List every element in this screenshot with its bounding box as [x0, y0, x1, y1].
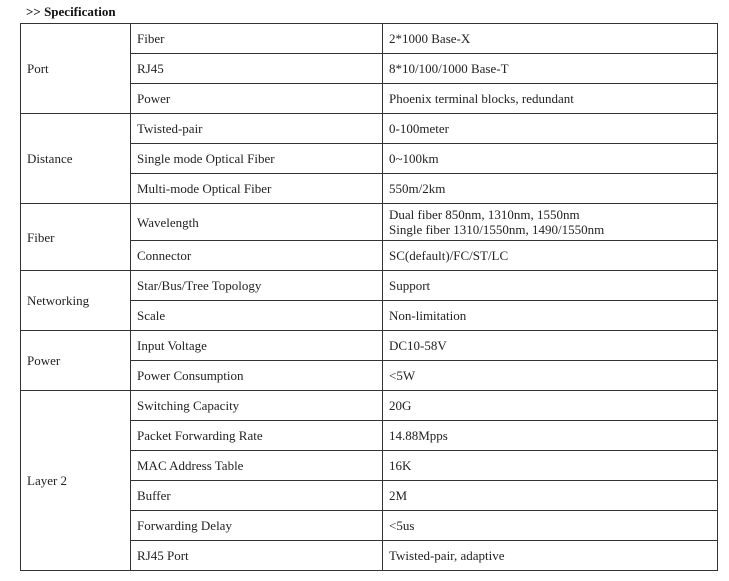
param-cell: Single mode Optical Fiber [131, 144, 383, 174]
param-cell: Fiber [131, 24, 383, 54]
param-cell: Packet Forwarding Rate [131, 421, 383, 451]
value-cell: 0-100meter [383, 114, 718, 144]
value-line: Single fiber 1310/1550nm, 1490/1550nm [389, 222, 605, 237]
value-cell: 0~100km [383, 144, 718, 174]
param-cell: Wavelength [131, 204, 383, 241]
group-label-networking: Networking [21, 271, 131, 331]
value-cell: Twisted-pair, adaptive [383, 541, 718, 571]
group-label-distance: Distance [21, 114, 131, 204]
table-row [21, 204, 718, 241]
value-cell: 14.88Mpps [383, 421, 718, 451]
table-row [21, 331, 718, 361]
group-label-power: Power [21, 331, 131, 391]
param-cell: Connector [131, 241, 383, 271]
value-cell: 2*1000 Base-X [383, 24, 718, 54]
section-heading: >> Specification [26, 4, 116, 19]
table-row [21, 391, 718, 421]
value-cell: 8*10/100/1000 Base-T [383, 54, 718, 84]
table-row [21, 24, 718, 54]
value-cell: 20G [383, 391, 718, 421]
value-cell: 16K [383, 451, 718, 481]
param-cell: Power [131, 84, 383, 114]
value-cell: Phoenix terminal blocks, redundant [383, 84, 718, 114]
param-cell: Input Voltage [131, 331, 383, 361]
param-cell: RJ45 Port [131, 541, 383, 571]
group-label-port: Port [21, 24, 131, 114]
group-label-layer-2: Layer 2 [21, 391, 131, 571]
param-cell: Scale [131, 301, 383, 331]
value-cell: SC(default)/FC/ST/LC [383, 241, 718, 271]
param-cell: Power Consumption [131, 361, 383, 391]
specification-table [20, 23, 718, 571]
value-cell [383, 204, 718, 241]
value-line: Dual fiber 850nm, 1310nm, 1550nm [389, 207, 580, 222]
value-cell: 550m/2km [383, 174, 718, 204]
param-cell: MAC Address Table [131, 451, 383, 481]
param-cell: Switching Capacity [131, 391, 383, 421]
group-label-fiber: Fiber [21, 204, 131, 271]
table-row [21, 114, 718, 144]
value-cell: <5us [383, 511, 718, 541]
value-cell: DC10-58V [383, 331, 718, 361]
param-cell: Multi-mode Optical Fiber [131, 174, 383, 204]
param-cell: RJ45 [131, 54, 383, 84]
value-cell: <5W [383, 361, 718, 391]
param-cell: Twisted-pair [131, 114, 383, 144]
param-cell: Star/Bus/Tree Topology [131, 271, 383, 301]
param-cell: Forwarding Delay [131, 511, 383, 541]
param-cell: Buffer [131, 481, 383, 511]
value-cell: Support [383, 271, 718, 301]
value-cell: Non-limitation [383, 301, 718, 331]
table-row [21, 271, 718, 301]
value-cell: 2M [383, 481, 718, 511]
